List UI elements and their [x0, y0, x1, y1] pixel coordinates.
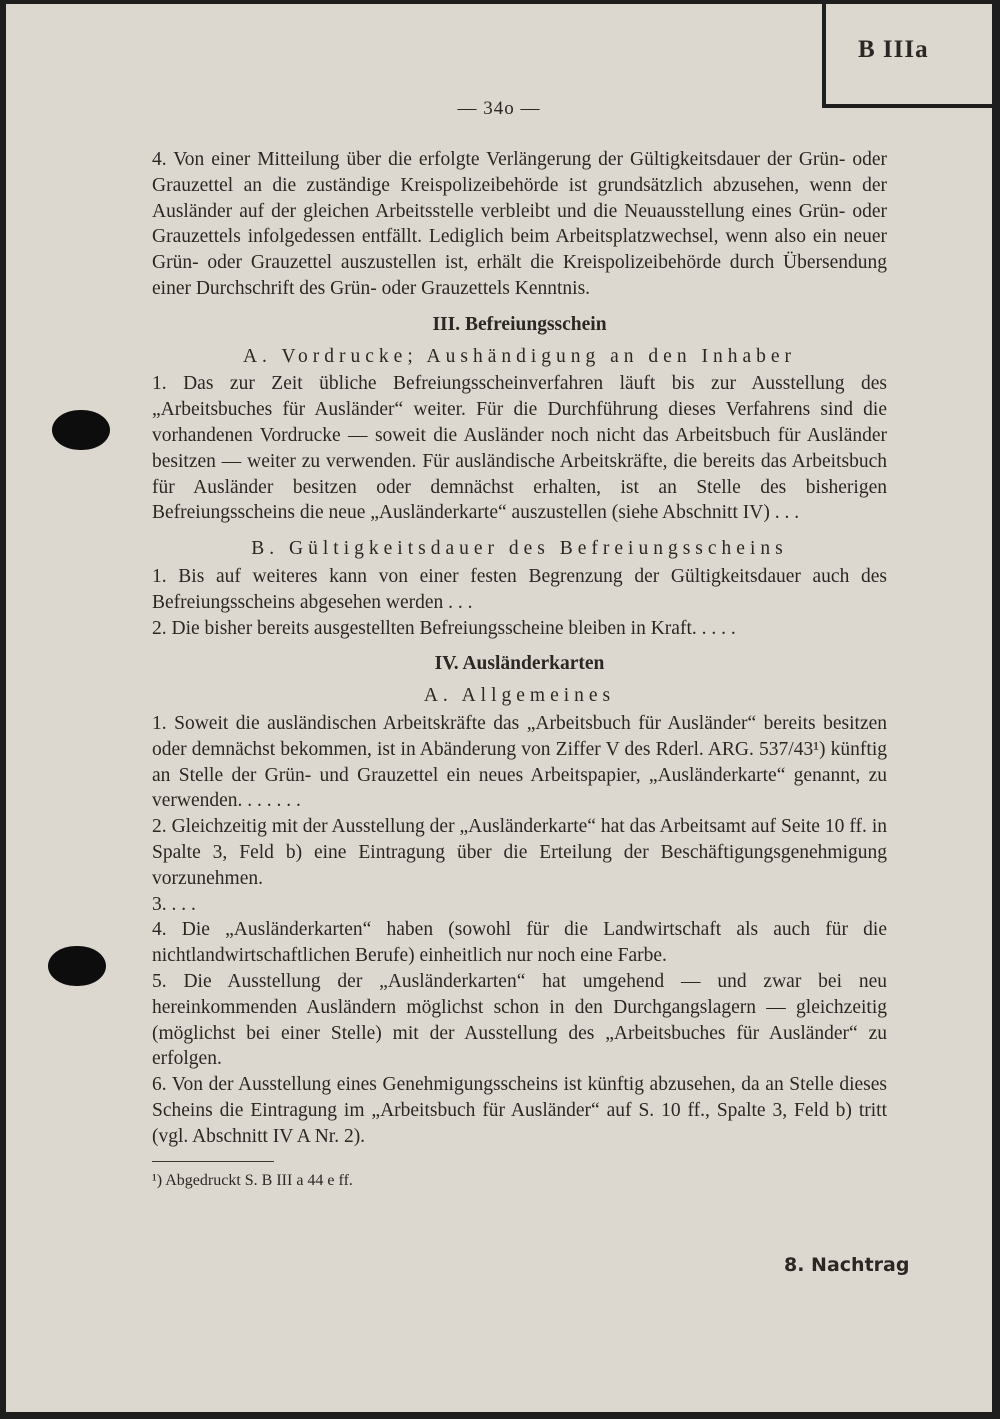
- footnote: ¹) Abgedruckt S. B III a 44 e ff.: [152, 1172, 353, 1190]
- paragraph: 4. Die „Ausländerkarten“ haben (sowohl für die Landwirtschaft als auch für die nichtlandwirtschaftlichen Berufe) einheitlich nur noch eine Farbe.: [152, 919, 887, 967]
- register-tab: [822, 4, 992, 108]
- paragraph: 2. Die bisher bereits ausgestellten Befreiungsscheine bleiben in Kraft. . . . .: [152, 617, 736, 639]
- subsection-heading: B. Gültigkeitsdauer des Befreiungsscheins: [251, 538, 788, 560]
- paragraph: 5. Die Ausstellung der „Ausländerkarten“ hat umgehend — und zwar bei neu hereinkommenden Ausländern möglichst schon in den Durchgangslagern — gleichzeitig (möglichst bei einer Stelle) mit der Ausstellung des „Arbeitsbuches für Ausländer“ zu erfolgen.: [152, 970, 887, 1070]
- section-heading: IV. Ausländerkarten: [434, 653, 605, 675]
- paragraph: 2. Gleichzeitig mit der Ausstellung der „Ausländerkarte“ hat das Arbeitsamt auf Seite 10 ff. in Spalte 3, Feld b) eine Eintragung über die Erteilung der Beschäftigungsgenehmigung vorzunehmen.: [152, 816, 887, 889]
- paragraph: 3. . . .: [152, 893, 196, 915]
- paragraph: 6. Von der Ausstellung eines Genehmigungsscheins ist künftig abzusehen, da an Stelle dieses Scheins die Eintragung im „Arbeitsbuch für Ausländer“ auf S. 10 ff., Spalte 3, Feld b) tritt (vgl. Abschnitt IV A Nr. 2).: [152, 1074, 887, 1147]
- paragraph: 1. Soweit die ausländischen Arbeitskräfte das „Arbeitsbuch für Ausländer“ bereits besitzen oder demnächst bekommen, ist in Abänderung von Ziffer V des Rderl. ARG. 537/43¹) künftig an Stelle der Grün- und Grauzettel ein neues Arbeitspapier, „Ausländerkarte“ genannt, zu verwenden. . . . . . .: [152, 712, 887, 812]
- section-heading: III. Befreiungsschein: [432, 313, 607, 335]
- paragraph: 1. Bis auf weiteres kann von einer festen Begrenzung der Gültigkeitsdauer auch des Befreiungsscheins abgesehen werden . . .: [152, 565, 887, 613]
- paragraph: 4. Von einer Mitteilung über die erfolgte Verlängerung der Gültigkeitsdauer der Grün- oder Grauzettel an die zuständige Kreispolizeibehörde ist grundsätzlich abzusehen, wenn der Ausländer auf der gleichen Arbeitsstelle verbleibt und die Neuausstellung eines Grün- oder Grauzettels infolgedessen entfällt. Lediglich beim Arbeitsplatzwechsel, wenn also ein neuer Grün- oder Grauzettel auszustellen ist, erhält die Kreispolizeibehörde durch Übersendung einer Durchschrift des Grün- oder Grauzettels Kenntnis.: [152, 149, 887, 299]
- subsection-heading: A. Vordrucke; Aushändigung an den Inhaber: [242, 345, 797, 367]
- footnote-rule: [152, 1161, 274, 1162]
- punch-hole-bottom: [48, 946, 106, 986]
- document-page: [6, 4, 992, 1412]
- document-body: [152, 147, 887, 1192]
- punch-hole-top: [52, 410, 110, 450]
- supplement-label: 8. Nachtrag: [784, 1254, 910, 1276]
- paragraph: 1. Das zur Zeit übliche Befreiungsscheinverfahren läuft bis zur Ausstellung des „Arbeitsbuches für Ausländer“ weiter. Für die Durchführung dieses Verfahrens sind die vorhandenen Vordrucke — soweit die Ausländer noch nicht das Arbeitsbuch für Ausländer besitzen — weiter zu verwenden. Für ausländische Arbeitskräfte, die bereits das Arbeitsbuch für Ausländer besitzen oder demnächst erhalten, ist an Stelle des bisherigen Befreiungsscheins die neue „Ausländerkarte“ auszustellen (siehe Abschnitt IV) . . .: [152, 373, 887, 524]
- page-number: — 34o —: [457, 98, 541, 119]
- subsection-heading: A. Allgemeines: [423, 685, 616, 707]
- register-tab-label: B IIIa: [858, 36, 929, 63]
